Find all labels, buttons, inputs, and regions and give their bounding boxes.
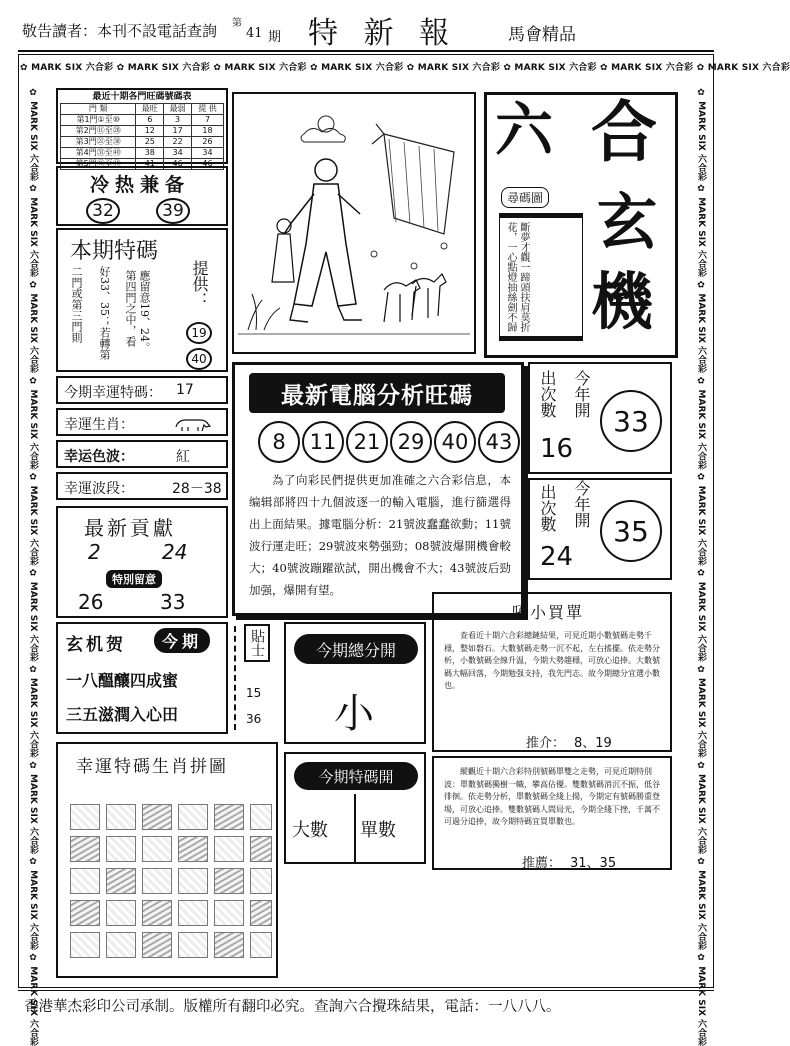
zodiac-puzzle-title: 幸運特碼生肖拼圖	[76, 757, 228, 777]
total-split-title: 今期總分開	[315, 640, 396, 660]
lucky-special-row	[56, 376, 228, 404]
mystery-scroll-text: 斷夢才觀一蹄頭扶肩莫折花，一心點燈抽絲劍不歸	[505, 222, 529, 332]
paper-tagline: 馬會精品	[508, 25, 576, 45]
special-split-odd: 單數	[360, 820, 396, 841]
right-border-strip: ✿ MARK SIX 六合彩 ✿ MARK SIX 六合彩 ✿ MARK SIX 六合彩 ✿ MARK SIX 六合彩 ✿ MARK SIX 六合彩 ✿ MARK SIX 六合彩 ✿ MARK SIX 六合彩 ✿ MARK SIX 六合彩 ✿ MARK SIX 六合彩 ✿ MARK SIX 六合彩	[696, 88, 706, 1046]
lucky-zodiac-row	[56, 408, 228, 436]
hot-cold-title: 冷热兼备	[90, 174, 191, 196]
contribution-number-3: 26	[78, 590, 104, 614]
table-cell: 25	[136, 137, 164, 148]
provide-circle-2	[186, 348, 212, 370]
total-split-panel	[284, 622, 426, 744]
total-split-value: 小	[334, 691, 374, 737]
special-code-col1: 第四門之中，看	[124, 270, 137, 347]
recommend2-body: 縱觀近十期六合彩特別號碼單雙之走勢，可見近期特別波：單數號碼獨樹一幟，攀高佔優。雙數號碼消沉不振，低谷徘徊。依走勢分析，單數號碼全綫上揚，今期定有號碼勝重登場，可放心追捧。雙數號碼人間局光，今期全綫下挫，千萬不可過分追捧，故今期特碼宜買單數也。	[444, 767, 660, 826]
ball-number: 29	[390, 421, 432, 463]
xuanji-badge: 今期	[154, 628, 210, 653]
issue-number-box	[232, 14, 290, 46]
analysis-panel	[232, 362, 524, 616]
table-header: 最旺	[136, 104, 164, 115]
top-numbers-title: 最近十期各門旺碼號碼表	[92, 92, 192, 102]
table-cell: 12	[136, 126, 164, 137]
special-code-col4: 應留意19、24。	[138, 270, 151, 353]
appearance-number-circle	[600, 390, 662, 452]
special-code-title: 本期特碼	[70, 239, 159, 264]
lucky-range-label: 幸運波段：	[64, 481, 134, 497]
lucky-color-label: 幸运色波：	[64, 449, 134, 465]
shout-buy-title: 吼小買單	[512, 603, 585, 622]
shout-buy-recommend-value: 8、19	[574, 736, 612, 751]
table-cell: 26	[191, 137, 223, 148]
appearance-count: 16	[540, 434, 574, 464]
mystery-caption: 尋碼圖	[501, 187, 549, 208]
tip-box	[232, 622, 280, 734]
table-cell: 18	[191, 126, 223, 137]
special-code-col2: 好33、35；若轉第	[98, 266, 111, 360]
special-code-col3: 二門或第三門則	[70, 266, 83, 343]
appearance-number-circle	[600, 500, 662, 562]
total-split-title-box	[294, 634, 418, 664]
reader-notice: 敬告讀者：本刊不設電話查詢	[22, 22, 218, 40]
issue-suffix: 期	[268, 30, 282, 45]
contribution-panel	[56, 506, 228, 618]
contribution-title: 最新貢獻	[84, 516, 176, 540]
mystery-char-3: 玄	[597, 188, 657, 258]
table-cell: 41	[136, 159, 164, 170]
appearance-label-a: 出次數	[538, 484, 557, 532]
analysis-title: 最新電腦分析旺碼	[281, 382, 473, 409]
table-cell: 34	[164, 148, 192, 159]
special-split-panel	[284, 752, 426, 864]
table-cell: 46	[191, 159, 223, 170]
analysis-balls	[257, 421, 513, 463]
table-cell: 第1門①至⑩	[61, 115, 136, 126]
zodiac-puzzle-grid	[66, 802, 272, 972]
contribution-number-1: 2	[88, 540, 101, 564]
mystery-char-4: 機	[591, 265, 654, 338]
table-cell: 第2門⑪至⑳	[61, 126, 136, 137]
table-row	[61, 137, 224, 148]
mystery-char-2: 合	[591, 93, 657, 171]
cold-number-circle	[156, 198, 190, 224]
ball-number: 40	[434, 421, 476, 463]
issue-number: 41	[246, 26, 263, 41]
ball-number: 8	[258, 421, 300, 463]
lucky-range-value: 28－38	[172, 481, 222, 497]
mystery-panel	[484, 92, 678, 358]
table-header: 門 類	[61, 104, 136, 115]
table-row	[61, 126, 224, 137]
analysis-body: 為了向彩民們提供更加准確之六合彩信息，本编辑部將四十九個波逐一的輸入電腦，進行篩選得出上面結果。據電腦分析：21號波蠢蠢欲動；11號波行運走旺；29號波來勢强勁；08號波爆開機會較大；40號波蹦躍欲試，開出機會不大；43號波后勁加强，爆開有望。	[249, 473, 511, 597]
ball-number: 43	[478, 421, 520, 463]
table-cell: 第3門㉑至㉚	[61, 137, 136, 148]
cold-number: 39	[162, 201, 184, 221]
header-rule	[18, 50, 714, 52]
table-cell: 22	[164, 137, 192, 148]
xuanji-line-2: 三五滋潤入心田	[66, 705, 179, 724]
hot-cold-panel	[56, 166, 228, 226]
footer-text: 香港華杰彩印公司承制。版權所有翻印必究。查詢六合攪珠結果，電話：一八八八。	[24, 999, 561, 1015]
hot-number: 32	[92, 201, 114, 221]
issue-prefix: 第	[232, 18, 242, 29]
mystery-scroll	[499, 213, 583, 341]
appearance-count: 24	[540, 542, 574, 572]
table-cell: 7	[191, 115, 223, 126]
warrior-illustration	[234, 94, 474, 352]
table-cell: 第4門㉛至㊵	[61, 148, 136, 159]
left-border-strip: ✿ MARK SIX 六合彩 ✿ MARK SIX 六合彩 ✿ MARK SIX 六合彩 ✿ MARK SIX 六合彩 ✿ MARK SIX 六合彩 ✿ MARK SIX 六合彩 ✿ MARK SIX 六合彩 ✿ MARK SIX 六合彩 ✿ MARK SIX 六合彩 ✿ MARK SIX 六合彩	[28, 88, 38, 1046]
ball-number: 21	[346, 421, 388, 463]
analysis-title-box	[249, 373, 505, 413]
footer	[18, 990, 714, 1016]
hot-number-circle	[86, 198, 120, 224]
top-numbers-panel	[56, 88, 228, 168]
appearance-panel-2	[528, 478, 672, 580]
ball-number: 11	[302, 421, 344, 463]
table-cell: 3	[164, 115, 192, 126]
special-split-big: 大數	[292, 820, 328, 841]
provide-circle-1	[186, 322, 212, 344]
table-row	[61, 115, 224, 126]
table-cell: 46	[164, 159, 192, 170]
special-code-panel	[56, 228, 228, 372]
lucky-color-row	[56, 440, 228, 468]
table-cell: 6	[136, 115, 164, 126]
top-border-strip	[20, 60, 790, 82]
table-row	[61, 148, 224, 159]
shout-buy-body: 查看近十期六合彩總鏈結果，可見近期小數號碼走勢千穩，整如磐石。大數號碼走勢一沉不起，左右搖擺。依走勢分析，小數號碼全線升温，今期大勢趨穩，可放心追捧。大數號碼大幅回落，今期勉强支持，我先門志。故今期總分宜選小數也。	[444, 631, 660, 690]
shout-buy-panel	[432, 592, 672, 752]
appearance-label-a: 出次數	[538, 370, 557, 418]
tip-label: 貼士	[244, 624, 270, 662]
zodiac-puzzle-panel	[56, 742, 278, 978]
provide-number-1: 19	[191, 326, 207, 340]
shout-buy-recommend-label: 推介：	[526, 736, 566, 751]
table-cell: 第5門㊶至㊾	[61, 159, 136, 170]
recommend2-panel	[432, 756, 672, 870]
mark-six-strip: ✿ MARK SIX 六合彩 ✿ MARK SIX 六合彩 ✿ MARK SIX 六合彩 ✿ MARK SIX 六合彩 ✿ MARK SIX 六合彩 ✿ MARK SIX 六合彩 ✿ MARK SIX 六合彩 ✿ MARK SIX 六合彩	[20, 63, 790, 73]
xuanji-line-1: 一八醞釀四成蜜	[66, 671, 179, 690]
tip-dashed-line	[234, 626, 236, 730]
provide-number-2: 40	[191, 352, 207, 366]
appearance-number: 33	[613, 404, 649, 438]
table-header-row	[61, 104, 224, 115]
lucky-special-value: 17	[176, 382, 194, 398]
contribution-notice: 特別留意	[106, 570, 162, 588]
appearance-label-b: 今年開	[572, 370, 591, 418]
table-cell: 34	[191, 148, 223, 159]
recommend2-label: 推薦：	[522, 856, 562, 871]
special-split-divider	[354, 794, 356, 862]
appearance-number: 35	[613, 514, 649, 548]
mystery-char-1: 六	[495, 96, 554, 164]
lucky-color-value: 紅	[176, 449, 190, 465]
lucky-range-row	[56, 472, 228, 500]
table-cell: 38	[136, 148, 164, 159]
xuanji-title: 玄机贺	[66, 635, 126, 655]
table-header: 提 供	[191, 104, 223, 115]
provide-label: 提供：	[190, 260, 209, 308]
contribution-number-2: 24	[162, 540, 188, 564]
special-split-title: 今期特碼開	[318, 767, 394, 786]
xuanji-panel	[56, 622, 228, 734]
illustration-panel	[232, 92, 476, 354]
paper-name: 特 新 報	[308, 16, 458, 51]
top-numbers-table	[60, 103, 224, 170]
zodiac-animal-icon	[172, 415, 212, 433]
recommend2-value: 31、35	[570, 856, 617, 871]
lucky-special-label: 今期幸運特碼：	[64, 385, 162, 401]
tip-number-1: 15	[246, 686, 262, 700]
special-split-title-box	[294, 762, 418, 790]
tip-number-2: 36	[246, 712, 262, 726]
header	[18, 8, 714, 50]
appearance-label-b: 今年開	[572, 480, 591, 528]
contribution-number-4: 33	[160, 590, 186, 614]
table-header: 最弱	[164, 104, 192, 115]
appearance-panel-1	[528, 362, 672, 474]
table-cell: 17	[164, 126, 192, 137]
lucky-zodiac-label: 幸運生肖：	[64, 417, 134, 433]
